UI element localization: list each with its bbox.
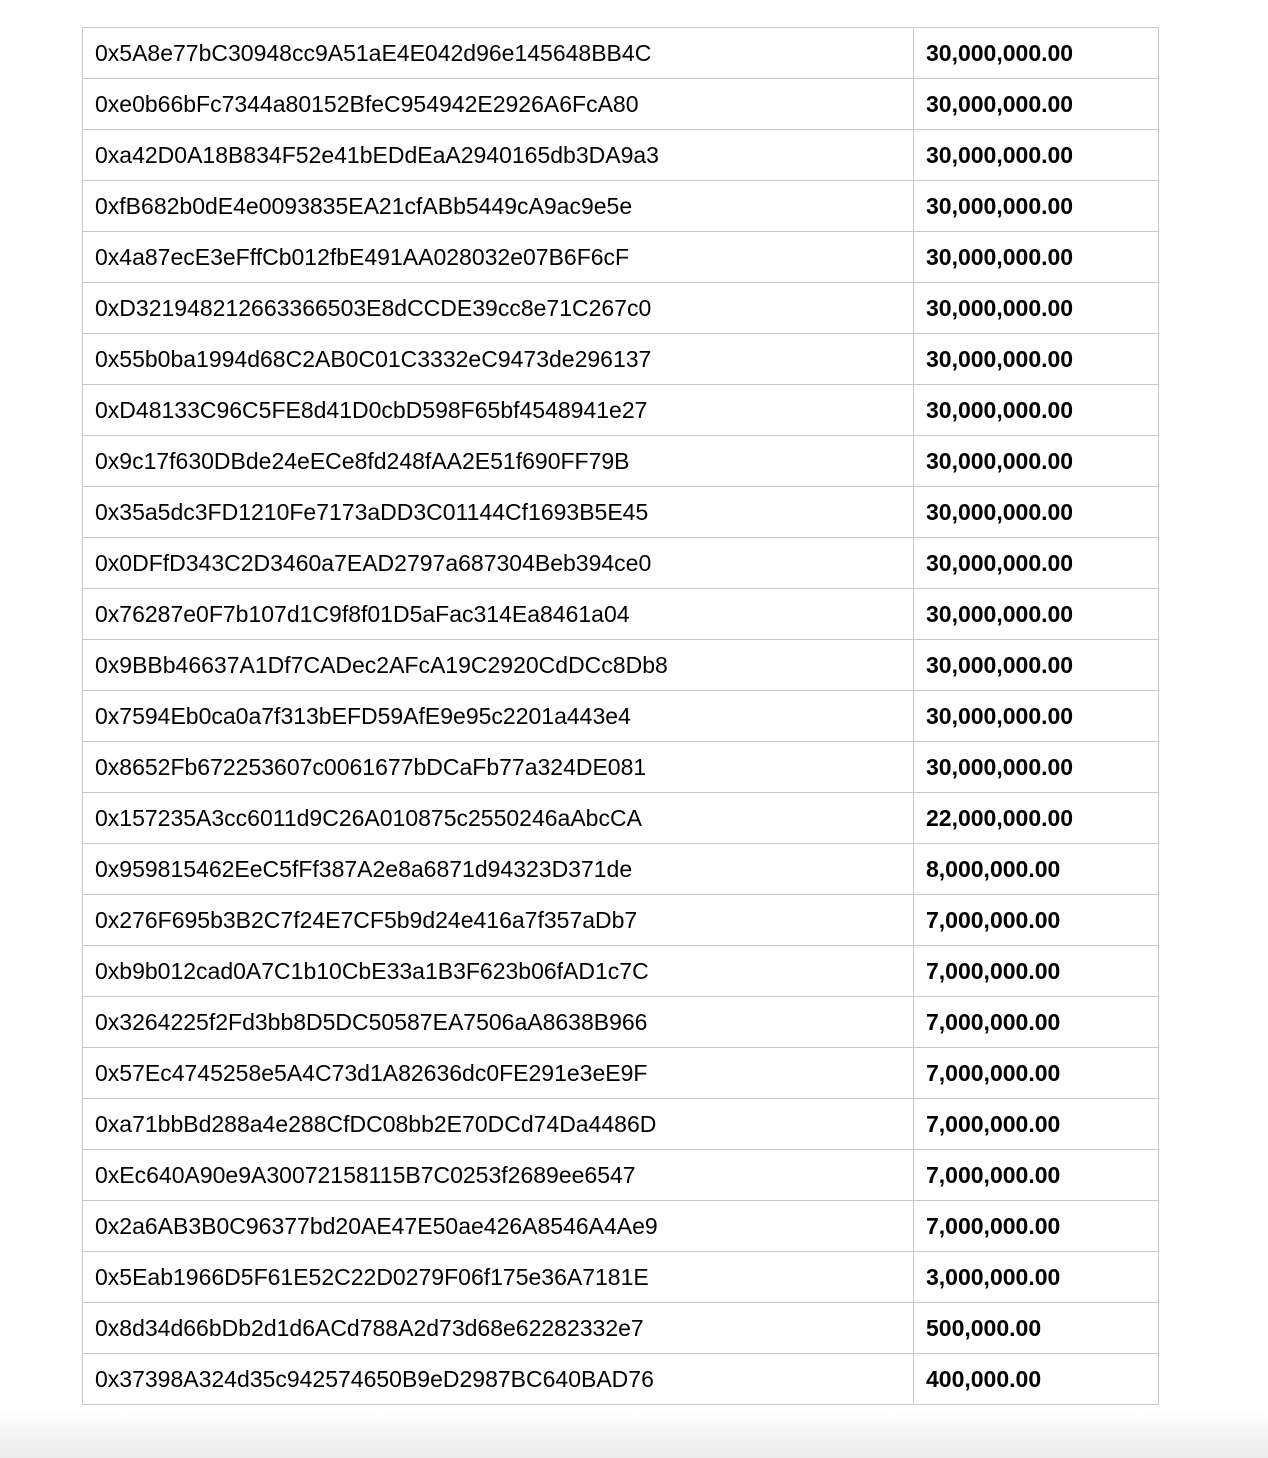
wallet-address-cell: 0x0DFfD343C2D3460a7EAD2797a687304Beb394ce0 bbox=[83, 538, 914, 589]
wallet-address-cell: 0x57Ec4745258e5A4C73d1A82636dc0FE291e3eE9F bbox=[83, 1048, 914, 1099]
amount-cell: 7,000,000.00 bbox=[914, 1150, 1159, 1201]
table-row bbox=[83, 691, 1159, 742]
table-row bbox=[83, 334, 1159, 385]
amount-cell: 8,000,000.00 bbox=[914, 844, 1159, 895]
amount-cell: 30,000,000.00 bbox=[914, 385, 1159, 436]
wallet-address-cell: 0xD48133C96C5FE8d41D0cbD598F65bf4548941e27 bbox=[83, 385, 914, 436]
amount-cell: 30,000,000.00 bbox=[914, 538, 1159, 589]
wallet-address-cell: 0x8652Fb672253607c0061677bDCaFb77a324DE081 bbox=[83, 742, 914, 793]
amount-cell: 30,000,000.00 bbox=[914, 742, 1159, 793]
amount-cell: 30,000,000.00 bbox=[914, 181, 1159, 232]
table-row bbox=[83, 385, 1159, 436]
wallet-address-cell: 0x76287e0F7b107d1C9f8f01D5aFac314Ea8461a04 bbox=[83, 589, 914, 640]
wallet-address-cell: 0x959815462EeC5fFf387A2e8a6871d94323D371de bbox=[83, 844, 914, 895]
wallet-address-cell: 0x157235A3cc6011d9C26A010875c2550246aAbcCA bbox=[83, 793, 914, 844]
amount-cell: 30,000,000.00 bbox=[914, 589, 1159, 640]
table-row bbox=[83, 1150, 1159, 1201]
amount-cell: 30,000,000.00 bbox=[914, 334, 1159, 385]
wallet-address-cell: 0x8d34d66bDb2d1d6ACd788A2d73d68e62282332e7 bbox=[83, 1303, 914, 1354]
table-row bbox=[83, 1354, 1159, 1405]
wallet-address-cell: 0x4a87ecE3eFffCb012fbE491AA028032e07B6F6cF bbox=[83, 232, 914, 283]
table-row bbox=[83, 1201, 1159, 1252]
table-row bbox=[83, 742, 1159, 793]
table-row bbox=[83, 1303, 1159, 1354]
amount-cell: 30,000,000.00 bbox=[914, 436, 1159, 487]
table-row bbox=[83, 640, 1159, 691]
wallet-address-cell: 0xb9b012cad0A7C1b10CbE33a1B3F623b06fAD1c7C bbox=[83, 946, 914, 997]
amount-cell: 7,000,000.00 bbox=[914, 1048, 1159, 1099]
table-row bbox=[83, 1048, 1159, 1099]
amount-cell: 400,000.00 bbox=[914, 1354, 1159, 1405]
amount-cell: 30,000,000.00 bbox=[914, 640, 1159, 691]
page-bottom-shadow bbox=[0, 1412, 1268, 1458]
table-row bbox=[83, 895, 1159, 946]
amount-cell: 3,000,000.00 bbox=[914, 1252, 1159, 1303]
wallet-address-cell: 0x35a5dc3FD1210Fe7173aDD3C01144Cf1693B5E45 bbox=[83, 487, 914, 538]
amount-cell: 7,000,000.00 bbox=[914, 997, 1159, 1048]
table-body bbox=[83, 28, 1159, 1405]
wallet-address-cell: 0x55b0ba1994d68C2AB0C01C3332eC9473de296137 bbox=[83, 334, 914, 385]
table-row bbox=[83, 436, 1159, 487]
table-row bbox=[83, 589, 1159, 640]
table-row bbox=[83, 130, 1159, 181]
amount-cell: 30,000,000.00 bbox=[914, 28, 1159, 79]
amount-cell: 30,000,000.00 bbox=[914, 232, 1159, 283]
table-row bbox=[83, 28, 1159, 79]
amount-cell: 22,000,000.00 bbox=[914, 793, 1159, 844]
amount-cell: 7,000,000.00 bbox=[914, 946, 1159, 997]
wallet-address-cell: 0x37398A324d35c942574650B9eD2987BC640BAD76 bbox=[83, 1354, 914, 1405]
amount-cell: 30,000,000.00 bbox=[914, 79, 1159, 130]
table-row bbox=[83, 997, 1159, 1048]
wallet-address-cell: 0x5Eab1966D5F61E52C22D0279F06f175e36A7181E bbox=[83, 1252, 914, 1303]
amount-cell: 7,000,000.00 bbox=[914, 895, 1159, 946]
wallet-address-cell: 0xEc640A90e9A30072158115B7C0253f2689ee6547 bbox=[83, 1150, 914, 1201]
allocation-table-container bbox=[82, 27, 1158, 1405]
table-row bbox=[83, 793, 1159, 844]
table-row bbox=[83, 232, 1159, 283]
wallet-address-cell: 0x7594Eb0ca0a7f313bEFD59AfE9e95c2201a443e4 bbox=[83, 691, 914, 742]
table-row bbox=[83, 538, 1159, 589]
wallet-address-cell: 0x9c17f630DBde24eECe8fd248fAA2E51f690FF79B bbox=[83, 436, 914, 487]
allocation-table bbox=[82, 27, 1159, 1405]
table-row bbox=[83, 79, 1159, 130]
wallet-address-cell: 0xe0b66bFc7344a80152BfeC954942E2926A6FcA80 bbox=[83, 79, 914, 130]
wallet-address-cell: 0xD321948212663366503E8dCCDE39cc8e71C267c0 bbox=[83, 283, 914, 334]
amount-cell: 30,000,000.00 bbox=[914, 283, 1159, 334]
wallet-address-cell: 0x276F695b3B2C7f24E7CF5b9d24e416a7f357aDb7 bbox=[83, 895, 914, 946]
wallet-address-cell: 0xa42D0A18B834F52e41bEDdEaA2940165db3DA9a3 bbox=[83, 130, 914, 181]
wallet-address-cell: 0x9BBb46637A1Df7CADec2AFcA19C2920CdDCc8Db8 bbox=[83, 640, 914, 691]
wallet-address-cell: 0x3264225f2Fd3bb8D5DC50587EA7506aA8638B966 bbox=[83, 997, 914, 1048]
wallet-address-cell: 0x2a6AB3B0C96377bd20AE47E50ae426A8546A4Ae9 bbox=[83, 1201, 914, 1252]
table-row bbox=[83, 1099, 1159, 1150]
table-row bbox=[83, 946, 1159, 997]
table-row bbox=[83, 181, 1159, 232]
amount-cell: 30,000,000.00 bbox=[914, 487, 1159, 538]
wallet-address-cell: 0x5A8e77bC30948cc9A51aE4E042d96e145648BB4C bbox=[83, 28, 914, 79]
amount-cell: 30,000,000.00 bbox=[914, 691, 1159, 742]
table-row bbox=[83, 283, 1159, 334]
amount-cell: 500,000.00 bbox=[914, 1303, 1159, 1354]
amount-cell: 7,000,000.00 bbox=[914, 1099, 1159, 1150]
amount-cell: 7,000,000.00 bbox=[914, 1201, 1159, 1252]
wallet-address-cell: 0xa71bbBd288a4e288CfDC08bb2E70DCd74Da4486D bbox=[83, 1099, 914, 1150]
amount-cell: 30,000,000.00 bbox=[914, 130, 1159, 181]
table-row bbox=[83, 844, 1159, 895]
wallet-address-cell: 0xfB682b0dE4e0093835EA21cfABb5449cA9ac9e5e bbox=[83, 181, 914, 232]
table-row bbox=[83, 487, 1159, 538]
table-row bbox=[83, 1252, 1159, 1303]
